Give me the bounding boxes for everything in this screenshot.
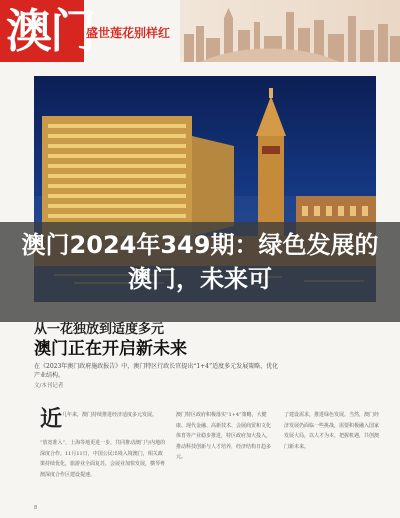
article-column-1-continued: “放宽准入”，上海等地更进一步，共同推动澳门与内地的深度合作。11月11日，中国公民出境入境澳门，相关政策持续优化，旅游业全面复苏，会展业加快发展，横琴粤澳深度合作区建设提速。 [40,440,166,478]
section-title: 澳门 [6,4,94,58]
overlay-title: 澳门2024年349期：绿色发展的澳门，未来可 [21,231,379,293]
section-subtitle: 盛世莲花别样红 [86,26,171,40]
article-column-2: 澳门特区政府积极落实“1+4”策略，大健康、现代金融、高新技术、会展商贸和文化体育等产业稳步推进，特区政府加大投入，推动科技创新与人才培养，经济结构日趋多元。 [176,412,272,460]
article-column-3: 了建设需求，推进绿色发展。当然，澳门经济发展仍面临一些挑战，需要积极融入国家发展大局，以人才为本，把握机遇，共创澳门新未来。 [284,412,380,450]
drop-cap: 近 [40,406,63,432]
article-lede: 在《2023年澳门政府施政报告》中，澳门特区行政长官提出“1+4”适度多元发展策略，优化产业结构。 [34,363,279,379]
article-kicker: 从一花独放到适度多元 [34,322,165,337]
article-column-1: 几年来，澳门持续推进经济适度多元发展。 [62,412,158,418]
page-number: 8 [34,505,38,511]
header-skyline-band [180,0,400,62]
skyline-illustration [180,0,400,62]
article-headline: 澳门正在开启新未来 [34,339,187,359]
article-byline: 文/本刊记者 [34,383,64,389]
